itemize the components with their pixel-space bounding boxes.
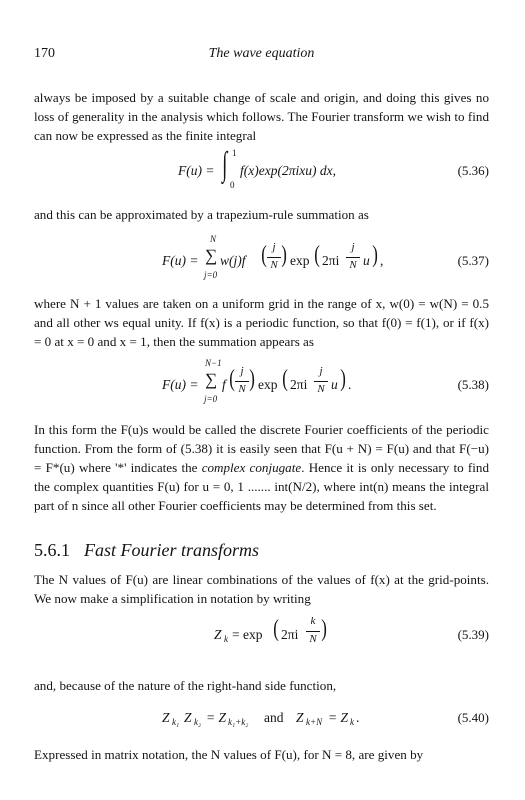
fraction-bar: [235, 381, 249, 382]
eq540-s4: k+N: [306, 717, 323, 727]
left-paren: (: [261, 242, 267, 268]
eq537-arg-frac-den: N: [349, 259, 357, 271]
running-header: [34, 46, 489, 66]
eq536-integrand: f(x)exp(2πixu) dx,: [240, 163, 336, 178]
right-paren: ): [281, 242, 287, 268]
integral-sign: ∫: [222, 146, 228, 183]
eq536-lower-limit: 0: [230, 180, 235, 190]
eq538-frac-num: j: [240, 365, 244, 377]
eq538-frac-den: N: [238, 383, 246, 395]
eq537-frac-den: N: [270, 259, 278, 271]
eq536-number: (5.36): [457, 163, 489, 178]
eq538-upper-limit: N−1: [205, 358, 222, 368]
eq537-exp: exp: [290, 253, 310, 268]
section-title: Fast Fourier transforms: [84, 540, 260, 560]
eq537-weight: w(j)f: [220, 253, 246, 268]
eq540-z4: Z: [296, 710, 304, 725]
eq540-z3: = Z: [206, 710, 226, 725]
eq536-upper-limit: 1: [232, 148, 237, 158]
equation-5-39: [34, 608, 489, 658]
right-paren: ): [372, 242, 378, 268]
eq537-arg-post: u: [363, 253, 370, 268]
eq537-arg-pre: 2πi: [322, 253, 340, 268]
page-number: 170: [34, 46, 55, 61]
paragraph-4-end: . Hence it is only necessary to find the complex quantities F(u) for u = 0, 1 ....... int(N/2), where int(n) means the integral part of n since all other Fourier coefficients may be determined from this set.: [34, 460, 489, 513]
paragraph-5: The N values of F(u) are linear combinations of the values of f(x) at the grid-points. We now make a simplification in notation by writing: [34, 572, 489, 606]
eq538-lhs: F(u) =: [162, 377, 199, 392]
equation-5-40: [34, 704, 489, 734]
running-title: The wave equation: [208, 46, 315, 61]
sum-sign: ∑: [205, 246, 218, 265]
equation-5-38: [34, 356, 489, 410]
right-paren: ): [249, 366, 255, 392]
fraction-bar: [267, 257, 281, 258]
eq539-number: (5.39): [457, 627, 489, 642]
eq539-frac-num: k: [310, 615, 316, 627]
fraction-bar: [346, 257, 360, 258]
eq537-frac-num: j: [272, 241, 276, 253]
left-paren: (: [314, 242, 320, 268]
eq537-arg-frac-num: j: [351, 241, 355, 253]
paragraph-6: and, because of the nature of the right-hand side function,: [34, 678, 337, 693]
paragraph-4: [34, 420, 489, 515]
eq538-number: (5.38): [457, 377, 489, 392]
eq538-arg-frac-den: N: [317, 383, 325, 395]
eq540-s3: k₁+k₂: [228, 717, 249, 727]
left-paren: (: [229, 366, 235, 392]
fraction-bar: [306, 631, 320, 632]
eq540-and: and: [264, 710, 284, 725]
eq540-s5: k: [350, 717, 354, 727]
eq540-s1: k₁: [172, 717, 180, 727]
eq538-arg-post: u: [331, 377, 338, 392]
eq540-z1: Z: [162, 710, 170, 725]
paragraph-4-start: In this form the F(u)s would be called the discrete Fourier coefficients of the periodic function. From the form of (5.38) it is easily seen that F(u + N) = F(u) and that F(−u) = F*(u) where '*' indicates the: [34, 422, 489, 475]
eq538-arg-pre: 2πi: [290, 377, 308, 392]
eq537-tail: ,: [380, 253, 384, 268]
paragraph-4-emphasis: complex conjugate: [201, 460, 302, 475]
left-paren: (: [282, 366, 288, 392]
eq540-number: (5.40): [457, 710, 489, 725]
eq539-arg-pre: 2πi: [281, 627, 299, 642]
eq537-lower-limit: j=0: [204, 270, 218, 280]
section-heading: [34, 540, 259, 561]
eq539-frac-den: N: [309, 633, 317, 645]
sum-sign: ∑: [205, 370, 218, 389]
paragraph-3: where N + 1 values are taken on a uniform grid in the range of x, w(0) = w(N) = 0.5 and all other ws equal unity. If f(x) is a periodic function, so that f(0) = f(1), or if f(x) = 0 at x = 0 and x = 1, then the summation appears as: [34, 296, 489, 349]
eq538-lower-limit: j=0: [204, 394, 218, 404]
eq537-upper-limit: N: [210, 234, 217, 244]
eq538-exp: exp: [258, 377, 278, 392]
eq539-eq-exp: = exp: [232, 627, 263, 642]
right-paren: ): [340, 366, 346, 392]
left-paren: (: [273, 616, 279, 642]
eq540-z2: Z: [184, 710, 192, 725]
paragraph-1: always be imposed by a suitable change of scale and origin, and doing this gives no loss of generality in the analysis which follows. The Fourier transform we wish to find can now be expressed as the finite integral: [34, 90, 489, 143]
eq540-z5: = Z: [328, 710, 348, 725]
eq537-lhs: F(u) =: [162, 253, 199, 268]
right-paren: ): [321, 616, 327, 642]
eq540-tail: .: [356, 710, 360, 725]
paragraph-2: and this can be approximated by a trapezium-rule summation as: [34, 207, 369, 222]
equation-5-37: [34, 232, 489, 286]
eq537-number: (5.37): [457, 253, 489, 268]
eq538-f: f: [222, 377, 226, 392]
equation-5-36: [34, 148, 489, 194]
section-number: 5.6.1: [34, 540, 70, 560]
eq536-lhs: F(u) =: [178, 163, 215, 178]
fraction-bar: [314, 381, 328, 382]
paragraph-7: Expressed in matrix notation, the N values of F(u), for N = 8, are given by: [34, 747, 424, 762]
eq540-s2: k₂: [194, 717, 202, 727]
eq539-sub: k: [224, 634, 228, 644]
eq538-arg-frac-num: j: [319, 365, 323, 377]
eq539-z: Z: [214, 627, 222, 642]
eq538-tail: .: [348, 377, 352, 392]
